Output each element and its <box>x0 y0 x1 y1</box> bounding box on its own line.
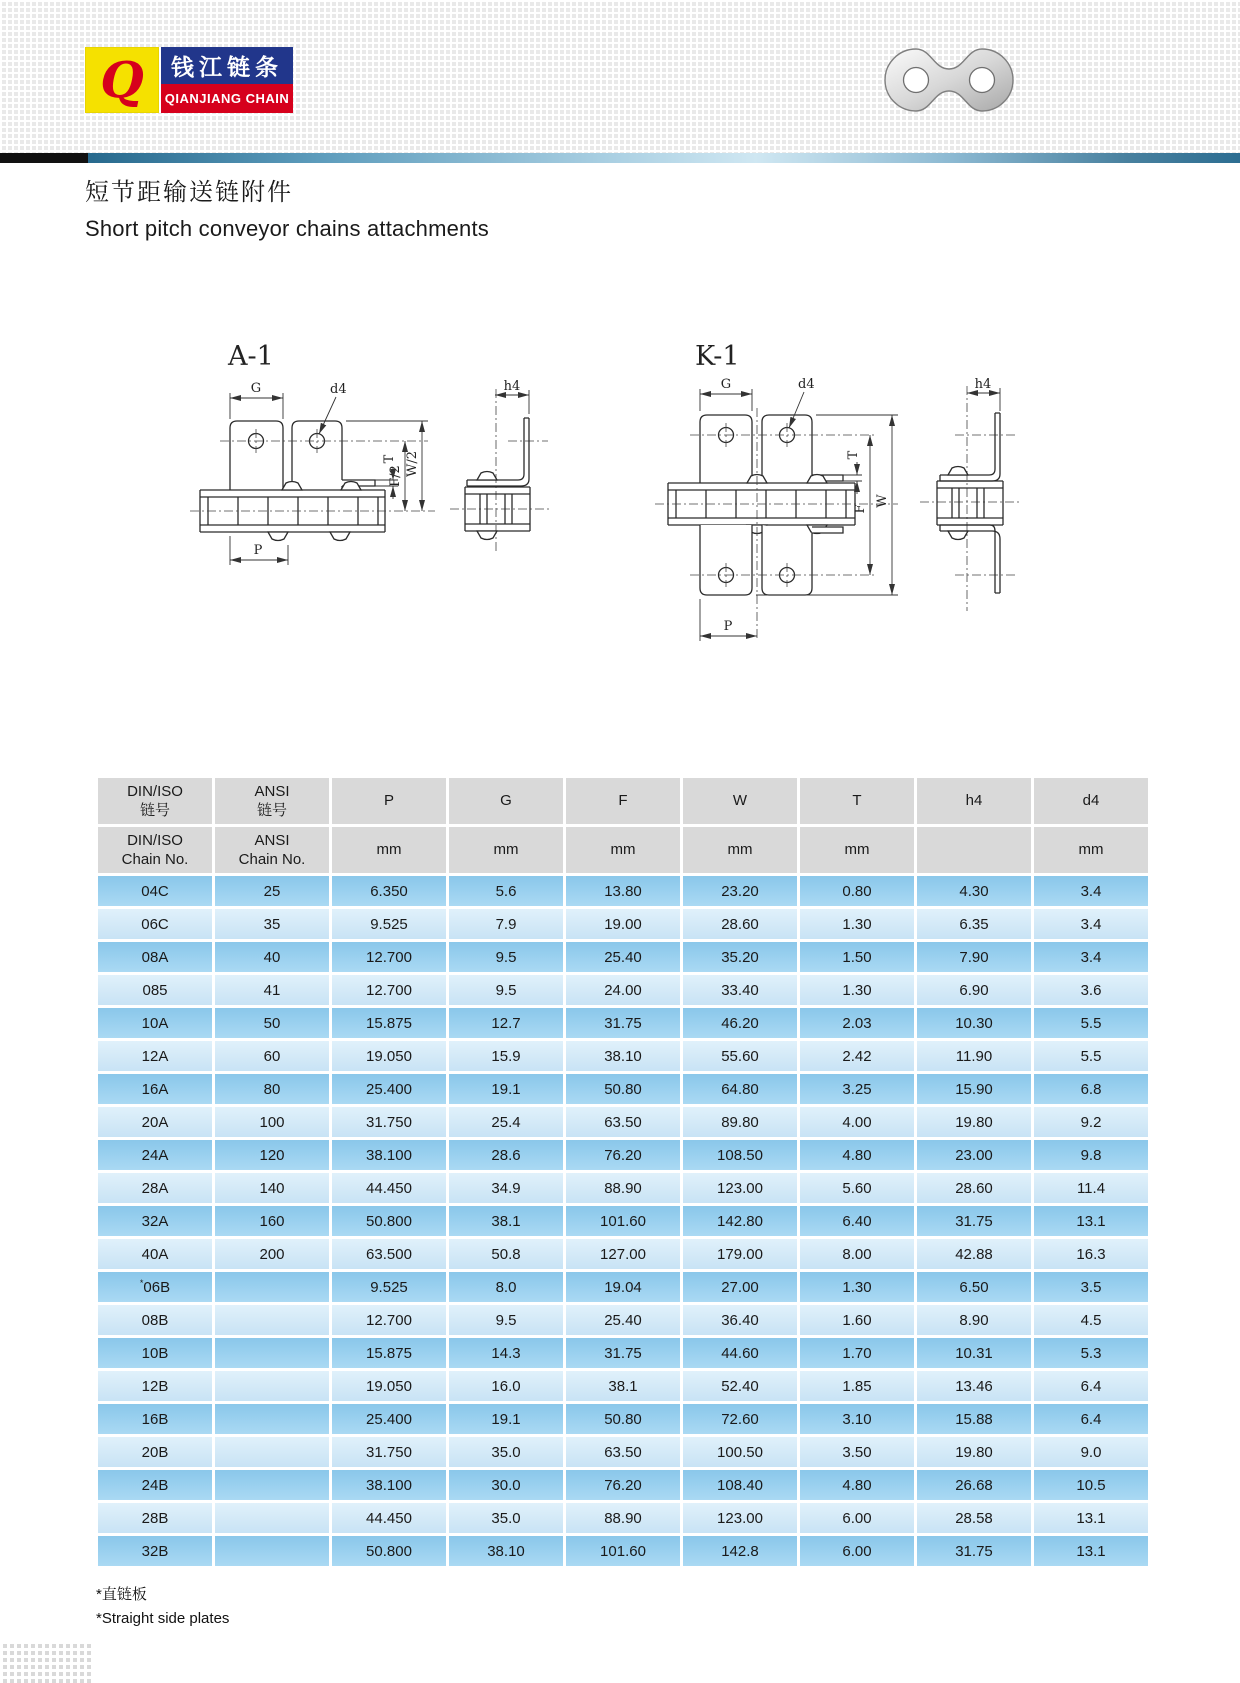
table-cell: 19.80 <box>917 1107 1031 1137</box>
table-cell: 5.5 <box>1034 1041 1148 1071</box>
table-cell: 35.0 <box>449 1503 563 1533</box>
table-cell: 7.9 <box>449 909 563 939</box>
table-cell: 38.100 <box>332 1470 446 1500</box>
table-cell: 9.0 <box>1034 1437 1148 1467</box>
table-cell: 76.20 <box>566 1470 680 1500</box>
table-cell: 35 <box>215 909 329 939</box>
table-cell: 33.40 <box>683 975 797 1005</box>
column-header: DIN/ISO 链号 <box>98 778 212 824</box>
table-cell: 13.1 <box>1034 1206 1148 1236</box>
table-cell: 15.9 <box>449 1041 563 1071</box>
table-cell <box>215 1437 329 1467</box>
table-cell: 38.10 <box>449 1536 563 1566</box>
table-cell: 11.90 <box>917 1041 1031 1071</box>
table-cell: 35.0 <box>449 1437 563 1467</box>
table-cell: 28.6 <box>449 1140 563 1170</box>
table-row <box>98 975 1148 1005</box>
dim-a1-h4: h4 <box>503 379 521 394</box>
table-cell: 44.450 <box>332 1503 446 1533</box>
column-header: d4 <box>1034 778 1148 824</box>
dim-a1-p: P <box>253 543 263 558</box>
logo-monogram-icon <box>85 47 159 113</box>
column-header: DIN/ISO Chain No. <box>98 827 212 873</box>
table-cell: 123.00 <box>683 1173 797 1203</box>
dim-a1-g: G <box>250 381 262 396</box>
dim-k1-h4: h4 <box>974 377 992 392</box>
table-cell: 72.60 <box>683 1404 797 1434</box>
table-cell: 31.750 <box>332 1437 446 1467</box>
column-header: T <box>800 778 914 824</box>
table-cell: 6.350 <box>332 876 446 906</box>
table-cell: 20B <box>98 1437 212 1467</box>
table-cell: 3.50 <box>800 1437 914 1467</box>
table-cell: 1.85 <box>800 1371 914 1401</box>
diagram-a1 <box>150 293 590 625</box>
table-cell: 8.90 <box>917 1305 1031 1335</box>
table-cell: 20A <box>98 1107 212 1137</box>
table-cell: 16.3 <box>1034 1239 1148 1269</box>
column-header: mm <box>566 827 680 873</box>
table-cell: 31.750 <box>332 1107 446 1137</box>
table-cell: 46.20 <box>683 1008 797 1038</box>
page-title-en: Short pitch conveyor chains attachments <box>85 216 490 241</box>
table-cell <box>215 1272 329 1302</box>
table-cell: 1.50 <box>800 942 914 972</box>
divider-blue-gradient <box>88 153 1240 163</box>
table-cell: 3.4 <box>1034 942 1148 972</box>
table-cell: 10A <box>98 1008 212 1038</box>
table-cell: 50.8 <box>449 1239 563 1269</box>
corner-texture <box>0 1641 92 1683</box>
dim-a1-f-half: F/2 <box>388 465 403 487</box>
table-cell: 6.35 <box>917 909 1031 939</box>
table-row <box>98 1305 1148 1335</box>
table-cell: 32B <box>98 1536 212 1566</box>
table-cell: 14.3 <box>449 1338 563 1368</box>
table-cell: 28.60 <box>683 909 797 939</box>
table-cell: 25.40 <box>566 942 680 972</box>
table-cell: 140 <box>215 1173 329 1203</box>
column-header: mm <box>683 827 797 873</box>
table-cell: 101.60 <box>566 1536 680 1566</box>
table-head <box>98 778 1148 873</box>
table-cell: 19.80 <box>917 1437 1031 1467</box>
table-row <box>98 1107 1148 1137</box>
table-cell: 15.88 <box>917 1404 1031 1434</box>
table-row <box>98 1206 1148 1236</box>
dim-k1-f: F <box>853 504 868 514</box>
column-header: ANSI 链号 <box>215 778 329 824</box>
column-header: mm <box>449 827 563 873</box>
table-cell: 0.80 <box>800 876 914 906</box>
table-cell: 63.50 <box>566 1437 680 1467</box>
table-cell: 13.1 <box>1034 1503 1148 1533</box>
table-cell: 6.50 <box>917 1272 1031 1302</box>
table-cell: 63.500 <box>332 1239 446 1269</box>
table-cell: 06C <box>98 909 212 939</box>
table-cell: 15.90 <box>917 1074 1031 1104</box>
table-row <box>98 1041 1148 1071</box>
table-cell: 23.00 <box>917 1140 1031 1170</box>
table-row <box>98 1503 1148 1533</box>
table-cell: 13.1 <box>1034 1536 1148 1566</box>
table-cell: 31.75 <box>566 1008 680 1038</box>
table-cell: 6.4 <box>1034 1404 1148 1434</box>
table-cell: 28B <box>98 1503 212 1533</box>
column-header: G <box>449 778 563 824</box>
table-cell: 50.800 <box>332 1206 446 1236</box>
table-cell: 25.40 <box>566 1305 680 1335</box>
column-header: mm <box>1034 827 1148 873</box>
table-cell: 44.60 <box>683 1338 797 1368</box>
table-cell: 64.80 <box>683 1074 797 1104</box>
table-cell: 32A <box>98 1206 212 1236</box>
table-cell <box>215 1470 329 1500</box>
table-cell: 04C <box>98 876 212 906</box>
table-cell: 7.90 <box>917 942 1031 972</box>
table-cell: 9.2 <box>1034 1107 1148 1137</box>
table-cell: 19.04 <box>566 1272 680 1302</box>
table-cell: 40A <box>98 1239 212 1269</box>
table-cell: 5.3 <box>1034 1338 1148 1368</box>
table-cell: 5.60 <box>800 1173 914 1203</box>
table-cell: 27.00 <box>683 1272 797 1302</box>
divider-bar <box>0 153 1240 163</box>
table-cell: 12B <box>98 1371 212 1401</box>
brand-name-cn: 钱江链条 <box>161 47 293 84</box>
dim-a1-d4: d4 <box>330 382 347 397</box>
table-cell: 60 <box>215 1041 329 1071</box>
diagram-a1-title: A-1 <box>228 341 274 372</box>
table-cell <box>215 1371 329 1401</box>
table-cell: 16A <box>98 1074 212 1104</box>
header-row-1 <box>98 778 1148 824</box>
table-cell: 085 <box>98 975 212 1005</box>
table-row <box>98 1404 1148 1434</box>
table-cell: 1.30 <box>800 1272 914 1302</box>
table-cell: 50 <box>215 1008 329 1038</box>
table-cell: 76.20 <box>566 1140 680 1170</box>
table-row <box>98 1239 1148 1269</box>
table-cell: 3.4 <box>1034 876 1148 906</box>
table-cell: 31.75 <box>917 1206 1031 1236</box>
column-header: F <box>566 778 680 824</box>
table-cell: 8.0 <box>449 1272 563 1302</box>
table-cell: 89.80 <box>683 1107 797 1137</box>
table-cell: 25.400 <box>332 1074 446 1104</box>
dim-k1-d4: d4 <box>798 377 815 392</box>
dim-a1-w-half: W/2 <box>405 450 420 478</box>
page-titles <box>85 172 489 242</box>
table-cell: 123.00 <box>683 1503 797 1533</box>
dim-k1-w: W <box>875 494 890 508</box>
table-cell: 9.5 <box>449 942 563 972</box>
table-cell: 4.30 <box>917 876 1031 906</box>
table-cell: 30.0 <box>449 1470 563 1500</box>
table-cell: 15.875 <box>332 1338 446 1368</box>
dim-k1-p: P <box>723 619 733 634</box>
table-cell: 9.525 <box>332 909 446 939</box>
chain-plate-icon <box>876 40 1022 120</box>
table-cell: 9.5 <box>449 1305 563 1335</box>
table-cell: 6.40 <box>800 1206 914 1236</box>
table-cell: 6.00 <box>800 1536 914 1566</box>
table-cell: 38.1 <box>566 1371 680 1401</box>
column-header: P <box>332 778 446 824</box>
table-row <box>98 1338 1148 1368</box>
table-cell: 08B <box>98 1305 212 1335</box>
table-cell: 25.4 <box>449 1107 563 1137</box>
table-cell: 88.90 <box>566 1173 680 1203</box>
table-cell: 80 <box>215 1074 329 1104</box>
footnotes <box>96 1583 229 1631</box>
table-cell: 108.40 <box>683 1470 797 1500</box>
table-row <box>98 876 1148 906</box>
table-cell: 1.30 <box>800 975 914 1005</box>
table-cell: 3.4 <box>1034 909 1148 939</box>
table-cell: 6.90 <box>917 975 1031 1005</box>
table-row <box>98 1437 1148 1467</box>
table-cell: 19.050 <box>332 1041 446 1071</box>
brand-logo <box>85 47 293 113</box>
page-title-cn: 短节距输送链附件 <box>85 179 293 206</box>
table-cell: 8.00 <box>800 1239 914 1269</box>
table-cell: 3.5 <box>1034 1272 1148 1302</box>
diagram-k1-title: K-1 <box>695 341 740 372</box>
table-cell: 12.700 <box>332 942 446 972</box>
table-cell: 12.700 <box>332 975 446 1005</box>
table-cell <box>215 1536 329 1566</box>
table-cell: 34.9 <box>449 1173 563 1203</box>
table-cell: 142.8 <box>683 1536 797 1566</box>
table-cell: 24A <box>98 1140 212 1170</box>
table-cell: 50.80 <box>566 1074 680 1104</box>
table-row <box>98 1008 1148 1038</box>
table-row <box>98 1272 1148 1302</box>
table-cell: 160 <box>215 1206 329 1236</box>
brand-name-en: QIANJIANG CHAIN <box>161 84 293 113</box>
table-cell: 1.70 <box>800 1338 914 1368</box>
table-cell: 36.40 <box>683 1305 797 1335</box>
divider-black-segment <box>0 153 88 163</box>
dim-a1-t: T <box>382 454 397 464</box>
table-cell: 19.00 <box>566 909 680 939</box>
table-cell: 10.31 <box>917 1338 1031 1368</box>
table-cell: 4.00 <box>800 1107 914 1137</box>
table-cell: 50.800 <box>332 1536 446 1566</box>
table-cell: 2.03 <box>800 1008 914 1038</box>
table-cell: 4.5 <box>1034 1305 1148 1335</box>
table-cell <box>215 1503 329 1533</box>
logo-text <box>161 47 293 113</box>
table-cell: 10B <box>98 1338 212 1368</box>
table-cell: 52.40 <box>683 1371 797 1401</box>
table-cell: 100 <box>215 1107 329 1137</box>
table-cell: 3.10 <box>800 1404 914 1434</box>
table-cell: 10.30 <box>917 1008 1031 1038</box>
table-row <box>98 1470 1148 1500</box>
table-cell: 19.1 <box>449 1074 563 1104</box>
dimensions-table <box>95 775 1151 1569</box>
table-cell: 88.90 <box>566 1503 680 1533</box>
table-cell: 25 <box>215 876 329 906</box>
table-row <box>98 909 1148 939</box>
table-cell: 6.8 <box>1034 1074 1148 1104</box>
table-cell: 63.50 <box>566 1107 680 1137</box>
table-cell: 4.80 <box>800 1470 914 1500</box>
dim-k1-t: T <box>846 450 861 460</box>
table-cell: 31.75 <box>566 1338 680 1368</box>
table-cell: 127.00 <box>566 1239 680 1269</box>
table-cell: 200 <box>215 1239 329 1269</box>
table-cell: 13.46 <box>917 1371 1031 1401</box>
table-cell: 12.700 <box>332 1305 446 1335</box>
table-cell: 1.30 <box>800 909 914 939</box>
table-cell: 10.5 <box>1034 1470 1148 1500</box>
table-row <box>98 1140 1148 1170</box>
footnote-en: *Straight side plates <box>96 1610 230 1627</box>
table-cell: 40 <box>215 942 329 972</box>
table-cell: 142.80 <box>683 1206 797 1236</box>
table-cell: 28.60 <box>917 1173 1031 1203</box>
table-cell: 4.80 <box>800 1140 914 1170</box>
table-cell: 108.50 <box>683 1140 797 1170</box>
logo-q-letter: Q <box>100 50 144 109</box>
table-cell: 26.68 <box>917 1470 1031 1500</box>
table-cell: 179.00 <box>683 1239 797 1269</box>
table-row <box>98 1371 1148 1401</box>
diagram-k1 <box>600 293 1040 658</box>
table-cell: 5.6 <box>449 876 563 906</box>
table-cell: *06B <box>98 1272 212 1302</box>
table-cell: 41 <box>215 975 329 1005</box>
table-cell: 120 <box>215 1140 329 1170</box>
table-cell <box>215 1338 329 1368</box>
table-cell: 2.42 <box>800 1041 914 1071</box>
table-cell: 13.80 <box>566 876 680 906</box>
table-cell: 19.050 <box>332 1371 446 1401</box>
column-header: W <box>683 778 797 824</box>
column-header: h4 <box>917 778 1031 824</box>
table-cell: 38.100 <box>332 1140 446 1170</box>
table-row <box>98 1536 1148 1566</box>
column-header: mm <box>332 827 446 873</box>
table-cell: 23.20 <box>683 876 797 906</box>
table-body <box>98 876 1148 1566</box>
table-cell: 15.875 <box>332 1008 446 1038</box>
table-cell: 16B <box>98 1404 212 1434</box>
table-row <box>98 942 1148 972</box>
column-header <box>917 827 1031 873</box>
header-row-2 <box>98 827 1148 873</box>
table-cell: 5.5 <box>1034 1008 1148 1038</box>
table-cell: 9.8 <box>1034 1140 1148 1170</box>
table-cell: 6.4 <box>1034 1371 1148 1401</box>
table-row <box>98 1074 1148 1104</box>
table-cell: 19.1 <box>449 1404 563 1434</box>
table-cell: 3.25 <box>800 1074 914 1104</box>
footnote-cn: *直链板 <box>96 1586 147 1603</box>
table-cell: 55.60 <box>683 1041 797 1071</box>
table-cell: 50.80 <box>566 1404 680 1434</box>
table-cell: 1.60 <box>800 1305 914 1335</box>
table-cell: 12.7 <box>449 1008 563 1038</box>
table-cell: 31.75 <box>917 1536 1031 1566</box>
table-cell: 6.00 <box>800 1503 914 1533</box>
column-header: mm <box>800 827 914 873</box>
table-cell: 9.525 <box>332 1272 446 1302</box>
table-cell: 11.4 <box>1034 1173 1148 1203</box>
dimensions-table-wrap <box>95 775 1151 1569</box>
table-cell: 16.0 <box>449 1371 563 1401</box>
column-header: ANSI Chain No. <box>215 827 329 873</box>
table-cell: 101.60 <box>566 1206 680 1236</box>
table-cell: 9.5 <box>449 975 563 1005</box>
table-cell: 38.10 <box>566 1041 680 1071</box>
table-cell: 24B <box>98 1470 212 1500</box>
table-cell: 42.88 <box>917 1239 1031 1269</box>
table-cell: 100.50 <box>683 1437 797 1467</box>
table-cell: 44.450 <box>332 1173 446 1203</box>
table-cell <box>215 1305 329 1335</box>
table-cell: 12A <box>98 1041 212 1071</box>
table-cell: 35.20 <box>683 942 797 972</box>
table-cell: 28A <box>98 1173 212 1203</box>
table-cell: 28.58 <box>917 1503 1031 1533</box>
table-cell: 25.400 <box>332 1404 446 1434</box>
table-row <box>98 1173 1148 1203</box>
table-cell: 38.1 <box>449 1206 563 1236</box>
table-cell: 3.6 <box>1034 975 1148 1005</box>
table-cell <box>215 1404 329 1434</box>
dim-k1-g: G <box>720 377 732 392</box>
table-cell: 24.00 <box>566 975 680 1005</box>
table-cell: 08A <box>98 942 212 972</box>
